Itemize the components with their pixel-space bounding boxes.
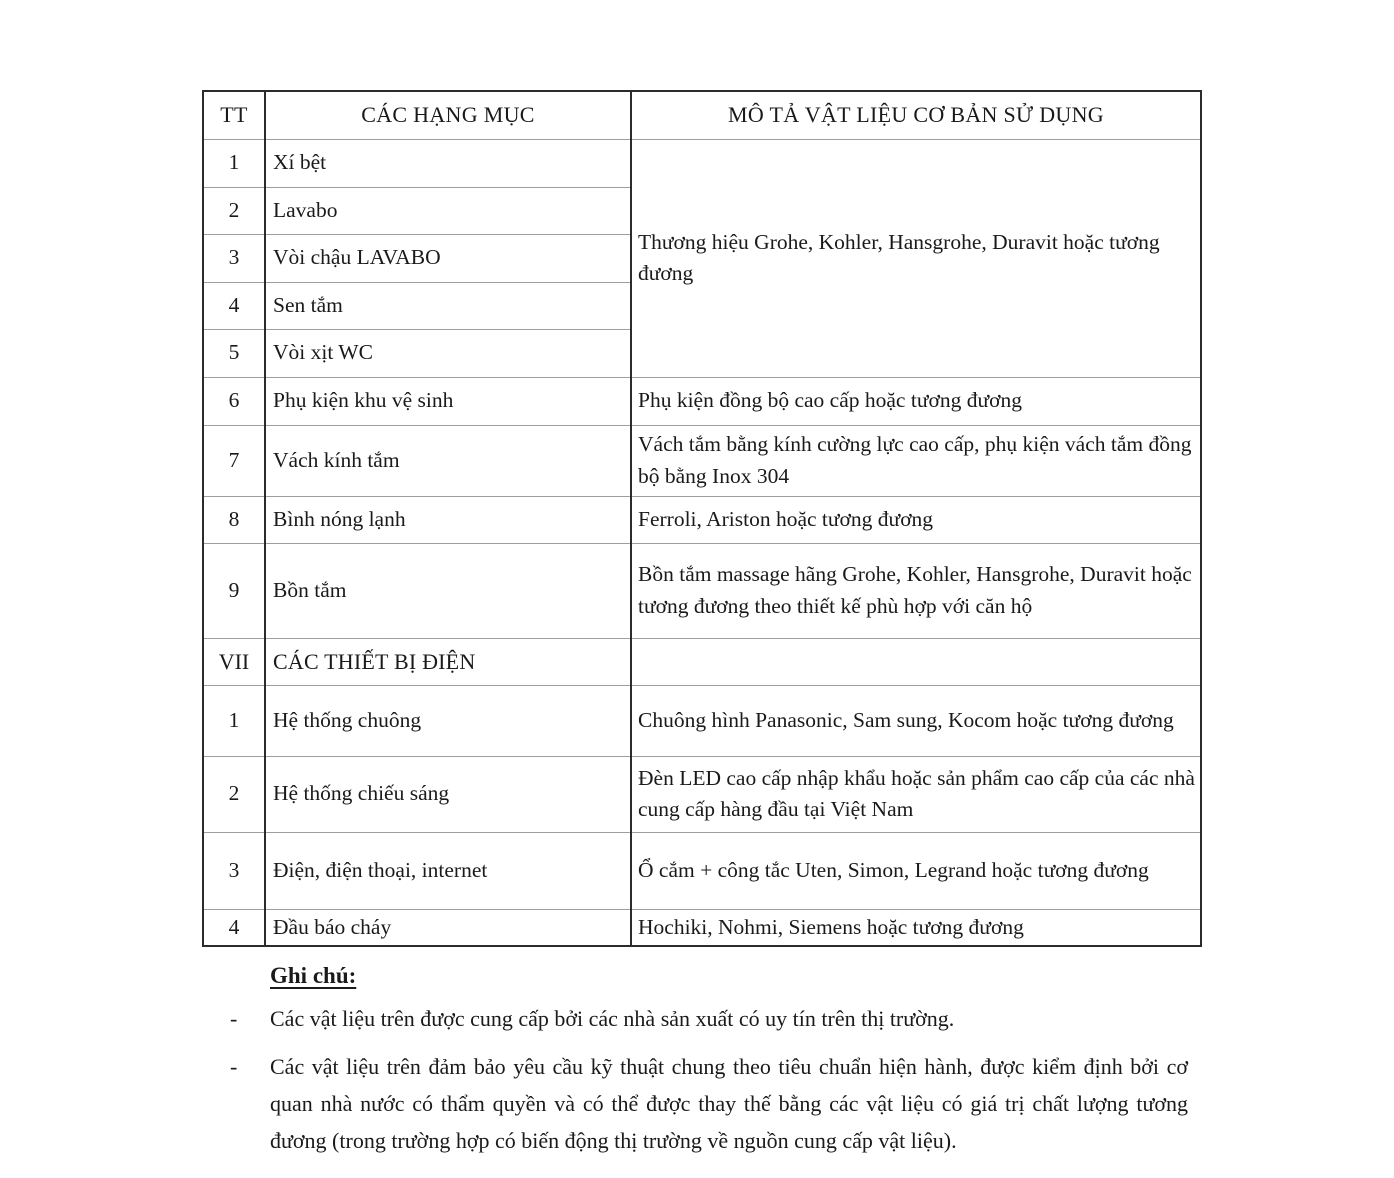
table-row xyxy=(203,756,1201,832)
cell-item: Bình nóng lạnh xyxy=(265,496,631,543)
note-item xyxy=(202,1048,1200,1159)
table-row xyxy=(203,909,1201,946)
cell-desc: Vách tắm bằng kính cường lực cao cấp, phụ kiện vách tắm đồng bộ bằng Inox 304 xyxy=(631,425,1201,496)
table-row xyxy=(203,425,1201,496)
col-header-item: CÁC HẠNG MỤC xyxy=(265,91,631,139)
cell-desc: Ferroli, Ariston hoặc tương đương xyxy=(631,496,1201,543)
cell-item: Hệ thống chuông xyxy=(265,685,631,756)
table-row xyxy=(203,139,1201,187)
cell-no: 1 xyxy=(203,685,265,756)
cell-item: Đầu báo cháy xyxy=(265,909,631,946)
cell-no: 6 xyxy=(203,377,265,425)
cell-desc: Ổ cắm + công tắc Uten, Simon, Legrand hoặc tương đương xyxy=(631,832,1201,909)
cell-item: Hệ thống chiếu sáng xyxy=(265,756,631,832)
cell-item: Vách kính tắm xyxy=(265,425,631,496)
table-header-row xyxy=(203,91,1201,139)
cell-no: 2 xyxy=(203,187,265,234)
note-bullet: - xyxy=(230,1006,238,1031)
cell-no: 3 xyxy=(203,832,265,909)
cell-item: Vòi xịt WC xyxy=(265,329,631,377)
cell-item: Bồn tắm xyxy=(265,543,631,638)
cell-no: 2 xyxy=(203,756,265,832)
cell-item: Phụ kiện khu vệ sinh xyxy=(265,377,631,425)
table-row xyxy=(203,543,1201,638)
table-section-row xyxy=(203,638,1201,685)
cell-item: Điện, điện thoại, internet xyxy=(265,832,631,909)
cell-desc: Phụ kiện đồng bộ cao cấp hoặc tương đương xyxy=(631,377,1201,425)
table-row xyxy=(203,832,1201,909)
cell-no: 7 xyxy=(203,425,265,496)
cell-desc: Đèn LED cao cấp nhập khẩu hoặc sản phẩm cao cấp của các nhà cung cấp hàng đầu tại Việt Nam xyxy=(631,756,1201,832)
cell-item: Sen tắm xyxy=(265,282,631,329)
cell-desc-merged: Thương hiệu Grohe, Kohler, Hansgrohe, Duravit hoặc tương đương xyxy=(631,139,1201,377)
table-row xyxy=(203,377,1201,425)
materials-spec-table xyxy=(202,90,1202,947)
cell-no: 9 xyxy=(203,543,265,638)
cell-item: Xí bệt xyxy=(265,139,631,187)
cell-desc: Chuông hình Panasonic, Sam sung, Kocom hoặc tương đương xyxy=(631,685,1201,756)
section-desc xyxy=(631,638,1201,685)
section-title: CÁC THIẾT BỊ ĐIỆN xyxy=(265,638,631,685)
note-text: Các vật liệu trên đảm bảo yêu cầu kỹ thuật chung theo tiêu chuẩn hiện hành, được kiểm định bởi cơ quan nhà nước có thẩm quyền và có thể được thay thế bằng các vật liệu có giá trị chất lượng tương đương (trong trường hợp có biến động thị trường về nguồn cung cấp vật liệu). xyxy=(270,1054,1188,1153)
cell-desc: Bồn tắm massage hãng Grohe, Kohler, Hansgrohe, Duravit hoặc tương đương theo thiết kế phù hợp với căn hộ xyxy=(631,543,1201,638)
col-header-desc: MÔ TẢ VẬT LIỆU CƠ BẢN SỬ DỤNG xyxy=(631,91,1201,139)
note-bullet: - xyxy=(230,1054,238,1079)
cell-no: 1 xyxy=(203,139,265,187)
cell-no: 3 xyxy=(203,234,265,282)
cell-no: 5 xyxy=(203,329,265,377)
col-header-tt: TT xyxy=(203,91,265,139)
cell-desc: Hochiki, Nohmi, Siemens hoặc tương đương xyxy=(631,909,1201,946)
cell-no: 8 xyxy=(203,496,265,543)
cell-item: Lavabo xyxy=(265,187,631,234)
notes-section xyxy=(202,963,1200,1159)
notes-title: Ghi chú: xyxy=(270,963,357,988)
section-no: VII xyxy=(203,638,265,685)
note-text: Các vật liệu trên được cung cấp bởi các nhà sản xuất có uy tín trên thị trường. xyxy=(270,1006,955,1031)
note-item xyxy=(202,1000,1200,1037)
cell-item: Vòi chậu LAVABO xyxy=(265,234,631,282)
table-row xyxy=(203,685,1201,756)
table-row xyxy=(203,496,1201,543)
cell-no: 4 xyxy=(203,282,265,329)
cell-no: 4 xyxy=(203,909,265,946)
